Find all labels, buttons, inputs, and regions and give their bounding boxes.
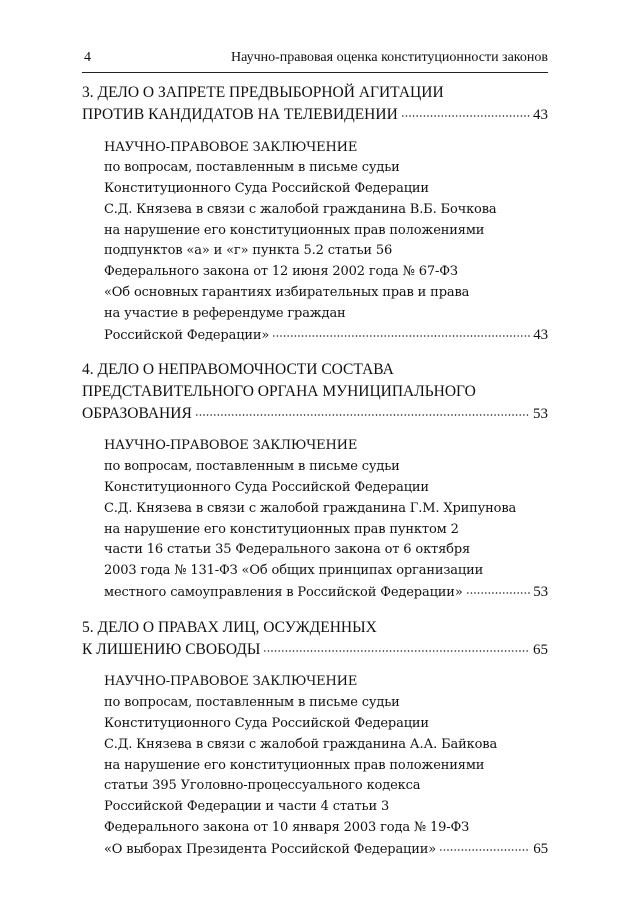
conclusion-last-line[interactable] — [104, 839, 548, 861]
conclusion-line: местного самоуправления в Российской Федерации» — [104, 585, 463, 601]
running-title: Научно-правовая оценка конституционности законов — [230, 50, 548, 65]
conclusion-entry — [104, 138, 548, 347]
dot-leader — [263, 637, 530, 653]
conclusion-entry — [104, 672, 548, 860]
section-title-entry[interactable] — [82, 402, 548, 425]
conclusion-line: «Об основных гарантиях избирательных прав и права — [104, 285, 470, 301]
conclusion-line: статьи 395 Уголовно-процессуального кодекса — [104, 778, 421, 794]
conclusion-line: Федерального закона от 12 июня 2002 года № 67-ФЗ — [104, 264, 458, 280]
section-title-line: ОБРАЗОВАНИЯ — [82, 404, 192, 422]
header-rule — [82, 72, 548, 73]
conclusion-line: С.Д. Князева в связи с жалобой гражданина В.Б. Бочкова — [104, 201, 497, 217]
dot-leader — [466, 582, 531, 595]
conclusion-line: 2003 года № 131-ФЗ «Об общих принципах организации — [104, 563, 484, 579]
conclusion-line: по вопросам, поставленным в письме судьи — [104, 695, 400, 711]
conclusion-line: на участие в референдуме граждан — [104, 305, 346, 321]
conclusion-line: С.Д. Князева в связи с жалобой гражданина Г.М. Хрипунова — [104, 500, 517, 516]
conclusion-entry — [104, 436, 548, 603]
conclusion-page-number: 53 — [533, 584, 548, 601]
conclusion-line: С.Д. Князева в связи с жалобой гражданина А.А. Байкова — [104, 736, 498, 752]
conclusion-page-number: 65 — [533, 840, 548, 857]
section-title-line: ПРОТИВ КАНДИДАТОВ НА ТЕЛЕВИДЕНИИ — [82, 106, 398, 123]
conclusion-line: подпунктов «а» и «г» пункта 5.2 статьи 56 — [104, 243, 393, 259]
toc-section — [82, 82, 548, 346]
conclusion-line: на нарушение его конституционных прав пунктом 2 — [104, 521, 459, 537]
conclusion-line: Федерального закона от 10 января 2003 года № 19-ФЗ — [104, 819, 470, 835]
conclusion-line: НАУЧНО-ПРАВОВОЕ ЗАКЛЮЧЕНИЕ — [104, 674, 358, 690]
section-title-line: К ЛИШЕНИЮ СВОБОДЫ — [82, 640, 261, 658]
section-title-entry[interactable] — [82, 638, 548, 661]
section-title-line: 3. ДЕЛО О ЗАПРЕТЕ ПРЕДВЫБОРНОЙ АГИТАЦИИ — [82, 84, 444, 101]
conclusion-last-line[interactable] — [104, 325, 548, 347]
conclusion-line: части 16 статьи 35 Федерального закона от 6 октября — [104, 542, 471, 558]
section-page-number: 65 — [533, 641, 548, 658]
section-title — [82, 617, 548, 662]
section-page-number: 53 — [533, 405, 548, 422]
table-of-contents — [82, 82, 548, 874]
dot-leader — [272, 325, 530, 338]
conclusion-line: Российской Федерации и части 4 статьи 3 — [104, 799, 390, 815]
conclusion-line: Конституционного Суда Российской Федерации — [104, 715, 429, 731]
conclusion-line: по вопросам, поставленным в письме судьи — [104, 160, 400, 176]
conclusion-last-line[interactable] — [104, 582, 548, 604]
toc-section — [82, 617, 548, 861]
section-title — [82, 359, 548, 425]
conclusion-line: НАУЧНО-ПРАВОВОЕ ЗАКЛЮЧЕНИЕ — [104, 438, 358, 454]
conclusion-line: по вопросам, поставленным в письме судьи — [104, 459, 400, 475]
conclusion-line: НАУЧНО-ПРАВОВОЕ ЗАКЛЮЧЕНИЕ — [104, 139, 358, 155]
conclusion-line: Конституционного Суда Российской Федерации — [104, 480, 429, 496]
page-number: 4 — [84, 50, 91, 65]
conclusion-line: Российской Федерации» — [104, 327, 270, 343]
dot-leader — [439, 839, 530, 852]
section-page-number: 43 — [533, 107, 548, 123]
conclusion-line: «О выборах Президента Российской Федерации» — [104, 841, 437, 857]
section-title-line: 5. ДЕЛО О ПРАВАХ ЛИЦ, ОСУЖДЕННЫХ — [82, 618, 377, 636]
conclusion-page-number: 43 — [533, 326, 548, 343]
conclusion-line: на нарушение его конституционных прав положениями — [104, 757, 485, 773]
page-header — [82, 50, 548, 70]
dot-leader — [195, 401, 530, 417]
section-title-line: ПРЕДСТАВИТЕЛЬНОГО ОРГАНА МУНИЦИПАЛЬНОГО — [82, 382, 476, 400]
section-title-entry[interactable] — [82, 104, 548, 127]
conclusion-line: на нарушение его конституционных прав положениями — [104, 222, 485, 238]
section-title — [82, 82, 548, 127]
dot-leader — [401, 103, 530, 119]
toc-section — [82, 359, 548, 603]
section-title-line: 4. ДЕЛО О НЕПРАВОМОЧНОСТИ СОСТАВА — [82, 361, 394, 379]
conclusion-line: Конституционного Суда Российской Федерации — [104, 181, 429, 197]
